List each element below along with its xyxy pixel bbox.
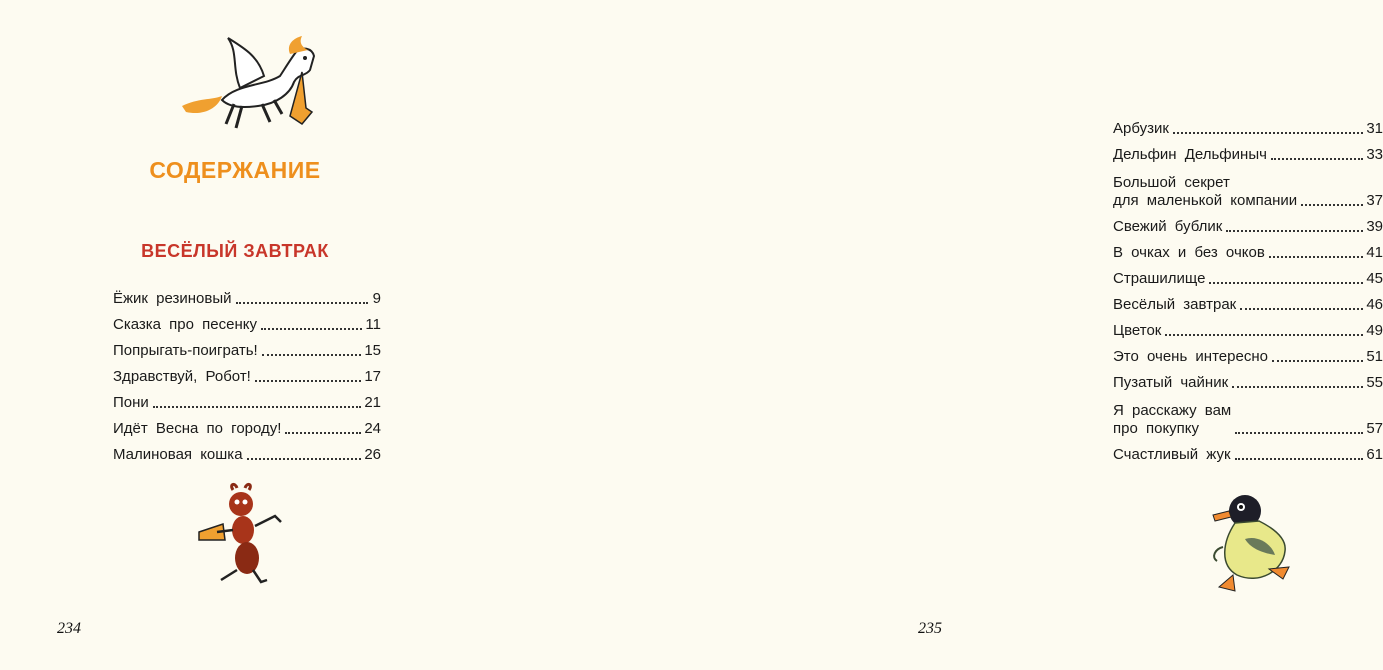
toc-entry-title: Малиновая кошка bbox=[113, 446, 243, 463]
toc-entry-title: Я расскажу вам про покупку bbox=[1113, 402, 1232, 437]
toc-entry[interactable] bbox=[1113, 112, 1383, 138]
toc-entry-page: 41 bbox=[1366, 244, 1383, 261]
toc-entry[interactable] bbox=[113, 308, 381, 334]
right-page bbox=[500, 0, 1383, 670]
toc-entry-title: Пони bbox=[113, 394, 149, 411]
toc-entry-page: 31 bbox=[1366, 120, 1383, 137]
toc-entry-title: Здравствуй, Робот! bbox=[113, 368, 251, 385]
dot-leader bbox=[261, 328, 362, 330]
toc-entry[interactable] bbox=[113, 438, 381, 464]
dot-leader bbox=[1226, 230, 1363, 232]
toc-entry[interactable] bbox=[113, 386, 381, 412]
toc-entry-page: 51 bbox=[1366, 348, 1383, 365]
toc-entry-page: 49 bbox=[1366, 322, 1383, 339]
toc-entry-page: 33 bbox=[1366, 146, 1383, 163]
dot-leader bbox=[1272, 360, 1363, 362]
toc-entry-page: 17 bbox=[364, 368, 381, 385]
page-number: 235 bbox=[918, 620, 942, 637]
toc-entry-title: Сказка про песенку bbox=[113, 316, 257, 333]
toc-entry-title: Большой секрет для маленькой компании bbox=[1113, 174, 1298, 209]
dot-leader bbox=[236, 302, 368, 304]
toc-entry[interactable] bbox=[1113, 138, 1383, 164]
dot-leader bbox=[1271, 158, 1363, 160]
toc-entry-title: Дельфин Дельфиныч bbox=[1113, 146, 1267, 163]
toc-entry-title: Страшилище bbox=[1113, 270, 1206, 287]
ant-with-horn-illustration bbox=[195, 482, 290, 587]
dot-leader bbox=[153, 406, 362, 408]
page-number: 234 bbox=[57, 620, 81, 637]
toc-entry-page: 46 bbox=[1366, 296, 1383, 313]
toc-list-right bbox=[1113, 112, 1383, 464]
toc-entry[interactable] bbox=[1113, 164, 1383, 210]
dot-leader bbox=[247, 458, 362, 460]
dot-leader bbox=[1173, 132, 1363, 134]
contents-title: СОДЕРЖАНИЕ bbox=[149, 157, 321, 183]
toc-entry-page: 15 bbox=[364, 342, 381, 359]
toc-entry-page: 21 bbox=[364, 394, 381, 411]
dot-leader bbox=[1235, 432, 1363, 434]
horse-with-trumpet-illustration bbox=[178, 30, 328, 135]
toc-entry-title: В очках и без очков bbox=[1113, 244, 1265, 261]
section-title: ВЕСЁЛЫЙ ЗАВТРАК bbox=[141, 241, 329, 261]
toc-entry-title: Идёт Весна по городу! bbox=[113, 420, 282, 437]
toc-entry[interactable] bbox=[1113, 210, 1383, 236]
toc-entry-page: 11 bbox=[365, 316, 381, 333]
toc-entry-title: Счастливый жук bbox=[1113, 446, 1231, 463]
toc-entry[interactable] bbox=[1113, 392, 1383, 438]
toc-entry-title: Арбузик bbox=[1113, 120, 1169, 137]
toc-entry-title: Попрыгать-поиграть! bbox=[113, 342, 258, 359]
toc-entry-title: Это очень интересно bbox=[1113, 348, 1268, 365]
toc-entry[interactable] bbox=[1113, 366, 1383, 392]
dot-leader bbox=[255, 380, 361, 382]
toc-entry-page: 55 bbox=[1366, 374, 1383, 391]
toc-entry-title: Свежий бублик bbox=[1113, 218, 1223, 235]
toc-entry[interactable] bbox=[113, 282, 381, 308]
toc-entry-title: Ёжик резиновый bbox=[113, 290, 232, 307]
dot-leader bbox=[1301, 204, 1363, 206]
dot-leader bbox=[1235, 458, 1364, 460]
toc-entry-page: 9 bbox=[372, 290, 381, 307]
toc-entry-page: 37 bbox=[1366, 192, 1383, 209]
duck-illustration bbox=[1205, 487, 1300, 597]
toc-list-left bbox=[113, 282, 381, 464]
left-page bbox=[0, 0, 500, 670]
toc-entry[interactable] bbox=[113, 412, 381, 438]
dot-leader bbox=[1232, 386, 1363, 388]
toc-entry[interactable] bbox=[113, 360, 381, 386]
toc-entry[interactable] bbox=[113, 334, 381, 360]
dot-leader bbox=[1240, 308, 1363, 310]
toc-entry-page: 39 bbox=[1366, 218, 1383, 235]
toc-entry-page: 57 bbox=[1366, 420, 1383, 437]
toc-entry[interactable] bbox=[1113, 262, 1383, 288]
toc-entry-page: 24 bbox=[364, 420, 381, 437]
toc-entry[interactable] bbox=[1113, 314, 1383, 340]
toc-entry-title: Пузатый чайник bbox=[1113, 374, 1229, 391]
toc-entry[interactable] bbox=[1113, 340, 1383, 366]
dot-leader bbox=[1165, 334, 1363, 336]
toc-entry[interactable] bbox=[1113, 438, 1383, 464]
toc-entry[interactable] bbox=[1113, 288, 1383, 314]
toc-entry-title: Цветок bbox=[1113, 322, 1162, 339]
dot-leader bbox=[285, 432, 361, 434]
dot-leader bbox=[1269, 256, 1364, 258]
dot-leader bbox=[262, 354, 362, 356]
toc-entry[interactable] bbox=[1113, 236, 1383, 262]
dot-leader bbox=[1209, 282, 1363, 284]
toc-entry-page: 26 bbox=[364, 446, 381, 463]
toc-entry-page: 61 bbox=[1366, 446, 1383, 463]
toc-entry-page: 45 bbox=[1366, 270, 1383, 287]
toc-entry-title: Весёлый завтрак bbox=[1113, 296, 1237, 313]
